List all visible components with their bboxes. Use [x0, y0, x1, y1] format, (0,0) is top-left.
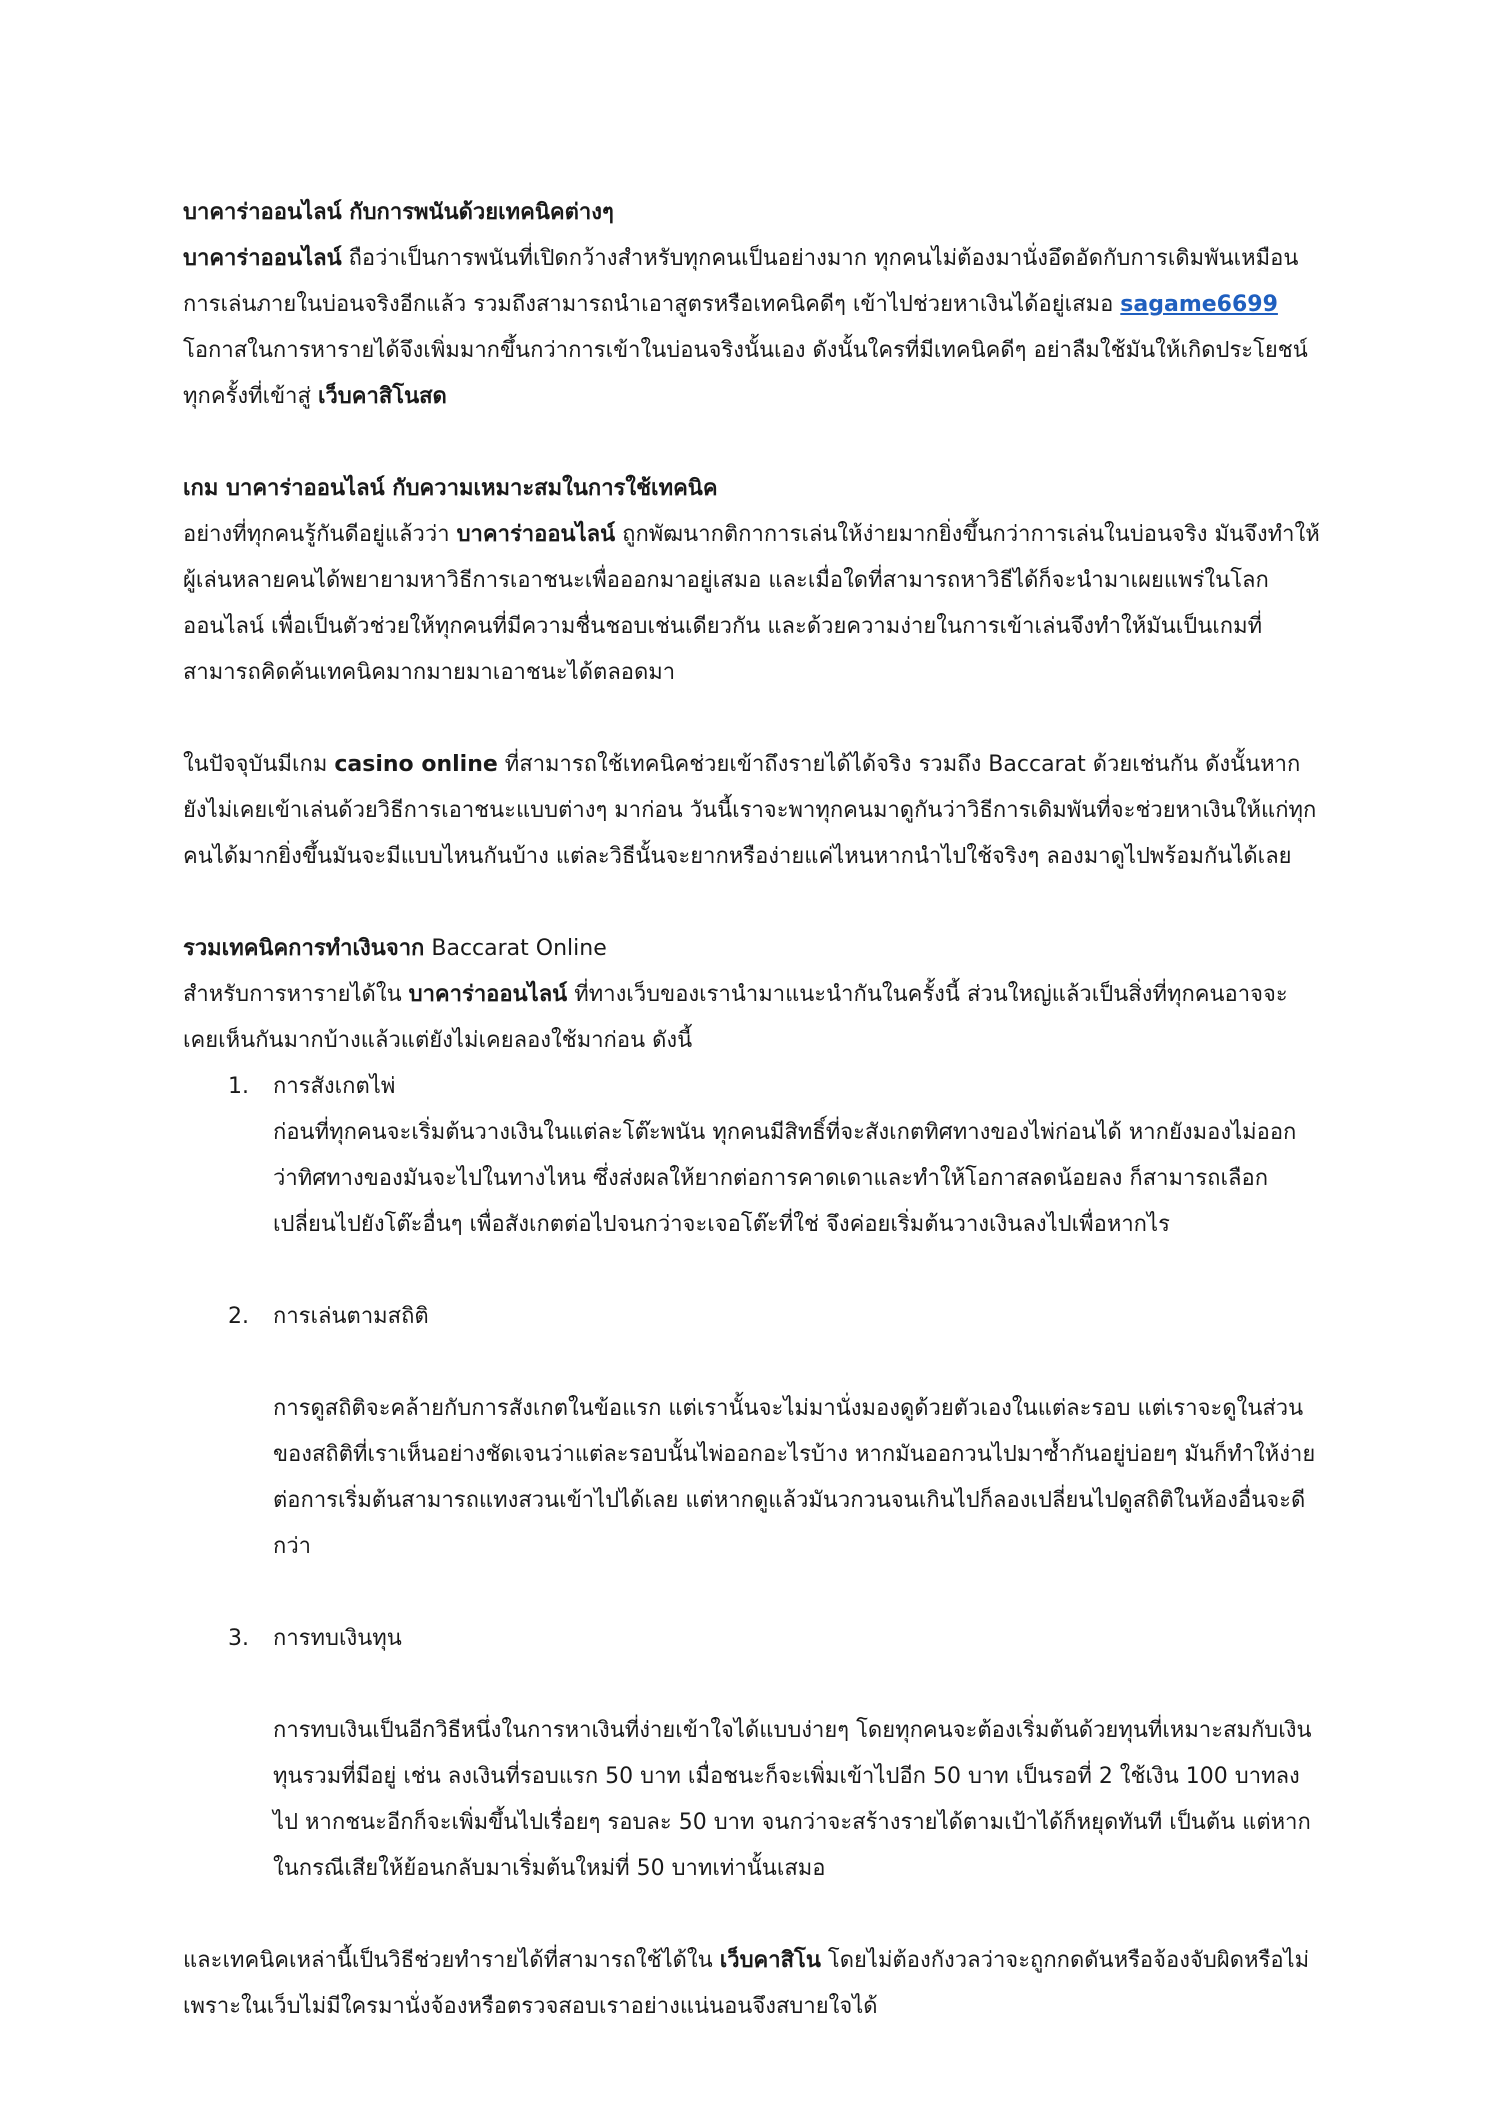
paragraph — [183, 972, 1320, 1064]
paragraph-text: โดยไม่ต้องกังวลว่าจะถูกกดดันหรือจ้องจับผิดหรือไม่เพราะในเว็บไม่มีใครมานั่งจ้องหรือตรวจสอบเราอย่างแน่นอนจึงสบายใจได้ — [183, 1948, 1310, 2019]
list-item-body: ก่อนที่ทุกคนจะเริ่มต้นวางเงินในแต่ละโต๊ะพนัน ทุกคนมีสิทธิ์ที่จะสังเกตทิศทางของไพ่ก่อนได้ หากยังมองไม่ออกว่าทิศทางของมันจะไปในทางไหน ซึ่งส่งผลให้ยากต่อการคาดเดาและทำให้โอกาสลดน้อยลง ก็สามารถเลือกเปลี่ยนไปยังโต๊ะอื่นๆ เพื่อสังเกตต่อไปจนกว่าจะเจอโต๊ะที่ใช่ จึงค่อยเริ่มต้นวางเงินลงไปเพื่อหากไร — [273, 1120, 1297, 1237]
document-page — [183, 190, 1320, 2030]
list-item-title: การสังเกตไพ่ — [273, 1074, 396, 1099]
heading-rest-part: Baccarat Online — [424, 936, 607, 961]
sagame-link[interactable]: sagame6699 — [1120, 292, 1278, 317]
list-item — [183, 1616, 1320, 1892]
technique-list — [183, 1064, 1320, 1892]
list-item — [183, 1064, 1320, 1248]
paragraph — [183, 236, 1320, 420]
list-item-title: การเล่นตามสถิติ — [273, 1304, 429, 1329]
paragraph-text: และเทคนิคเหล่านี้เป็นวิธีช่วยทำรายได้ที่สามารถใช้ได้ใน — [183, 1948, 720, 1973]
paragraph-text: อย่างที่ทุกคนรู้กันดีอยู่แล้วว่า — [183, 522, 457, 547]
section-heading — [183, 926, 1320, 972]
paragraph-text: ที่สามารถใช้เทคนิคช่วยเข้าถึงรายได้ได้จริง รวมถึง Baccarat ด้วยเช่นกัน ดังนั้นหากยังไม่เคยเข้าเล่นด้วยวิธีการเอาชนะแบบต่างๆ มาก่อน วันนี้เราจะพาทุกคนมาดูกันว่าวิธีการเดิมพันที่จะช่วยหาเงินให้แก่ทุกคนได้มากยิ่งขึ้นมันจะมีแบบไหนกันบ้าง แต่ละวิธีนั้นจะยากหรือง่ายแค่ไหนหากนำไปใช้จริงๆ ลองมาดูไปพร้อมกันได้เลย — [183, 752, 1317, 869]
bold-keyword: เว็บคาสิโนสด — [317, 384, 447, 409]
list-number: 3. — [228, 1626, 249, 1651]
section-heading: เกม บาคาร่าออนไลน์ กับความเหมาะสมในการใช้เทคนิค — [183, 476, 718, 501]
paragraph-text: ที่ทางเว็บของเรานำมาแนะนำกันในครั้งนี้ ส่วนใหญ่แล้วเป็นสิ่งที่ทุกคนอาจจะเคยเห็นกันมากบ้างแล้วแต่ยังไม่เคยลองใช้มาก่อน ดังนี้ — [183, 982, 1288, 1053]
list-item-body: การดูสถิติจะคล้ายกับการสังเกตในข้อแรก แต่เรานั้นจะไม่มานั่งมองดูด้วยตัวเองในแต่ละรอบ แต่เราจะดูในส่วนของสถิติที่เราเห็นอย่างชัดเจนว่าแต่ละรอบนั้นไพ่ออกอะไรบ้าง หากมันออกวนไปมาซ้ำกันอยู่บ่อยๆ มันก็ทำให้ง่ายต่อการเริ่มต้นสามารถแทงสวนเข้าไปได้เลย แต่หากดูแล้วมันวกวนจนเกินไปก็ลองเปลี่ยนไปดูสถิติในห้องอื่นจะดีกว่า — [273, 1396, 1316, 1559]
paragraph-text: สำหรับการหารายได้ใน — [183, 982, 409, 1007]
bold-keyword: บาคาร่าออนไลน์ — [183, 246, 342, 271]
list-item-body: การทบเงินเป็นอีกวิธีหนึ่งในการหาเงินที่ง่ายเข้าใจได้แบบง่ายๆ โดยทุกคนจะต้องเริ่มต้นด้วยทุนที่เหมาะสมกับเงินทุนรวมที่มีอยู่ เช่น ลงเงินที่รอบแรก 50 บาท เมื่อชนะก็จะเพิ่มเข้าไปอีก 50 บาท เป็นรอที่ 2 ใช้เงิน 100 บาทลงไป หากชนะอีกก็จะเพิ่มขึ้นไปเรื่อยๆ รอบละ 50 บาท จนกว่าจะสร้างรายได้ตามเป้าได้ก็หยุดทันที เป็นต้น แต่หากในกรณีเสียให้ย้อนกลับมาเริ่มต้นใหม่ที่ 50 บาทเท่านั้นเสมอ — [273, 1718, 1312, 1881]
paragraph — [183, 1938, 1320, 2030]
bold-keyword: casino online — [334, 752, 498, 777]
paragraph-text: ถือว่าเป็นการพนันที่เปิดกว้างสำหรับทุกคนเป็นอย่างมาก ทุกคนไม่ต้องมานั่งอึดอัดกับการเดิมพันเหมือนการเล่นภายในบ่อนจริงอีกแล้ว รวมถึงสามารถนำเอาสูตรหรือเทคนิคดีๆ เข้าไปช่วยหาเงินได้อยู่เสมอ — [183, 246, 1299, 317]
bold-keyword: บาคาร่าออนไลน์ — [408, 982, 568, 1007]
heading-bold-part: รวมเทคนิคการทำเงินจาก — [183, 936, 425, 961]
paragraph — [183, 512, 1320, 696]
paragraph — [183, 742, 1320, 880]
bold-keyword: บาคาร่าออนไลน์ — [456, 522, 616, 547]
bold-keyword: เว็บคาสิโน — [719, 1948, 821, 1973]
list-number: 2. — [228, 1304, 249, 1329]
list-item — [183, 1294, 1320, 1570]
paragraph-text: โอกาสในการหารายได้จึงเพิ่มมากขึ้นกว่าการเข้าในบ่อนจริงนั้นเอง ดังนั้นใครที่มีเทคนิคดีๆ อย่าลืมใช้มันให้เกิดประโยชน์ทุกครั้งที่เข้าสู่ — [183, 338, 1308, 409]
list-number: 1. — [228, 1074, 249, 1099]
paragraph-text: ถูกพัฒนากติกาการเล่นให้ง่ายมากยิ่งขึ้นกว่าการเล่นในบ่อนจริง มันจึงทำให้ผู้เล่นหลายคนได้พยายามหาวิธีการเอาชนะเพื่อออกมาอยู่เสมอ และเมื่อใดที่สามารถหาวิธีได้ก็จะนำมาเผยแพร่ในโลกออนไลน์ เพื่อเป็นตัวช่วยให้ทุกคนที่มีความชื่นชอบเช่นเดียวกัน และด้วยความง่ายในการเข้าเล่นจึงทำให้มันเป็นเกมที่สามารถคิดค้นเทคนิคมากมายมาเอาชนะได้ตลอดมา — [183, 522, 1320, 685]
paragraph-text: ในปัจจุบันมีเกม — [183, 752, 335, 777]
list-item-title: การทบเงินทุน — [273, 1626, 402, 1651]
section-heading: บาคาร่าออนไลน์ กับการพนันด้วยเทคนิคต่างๆ — [183, 200, 614, 225]
